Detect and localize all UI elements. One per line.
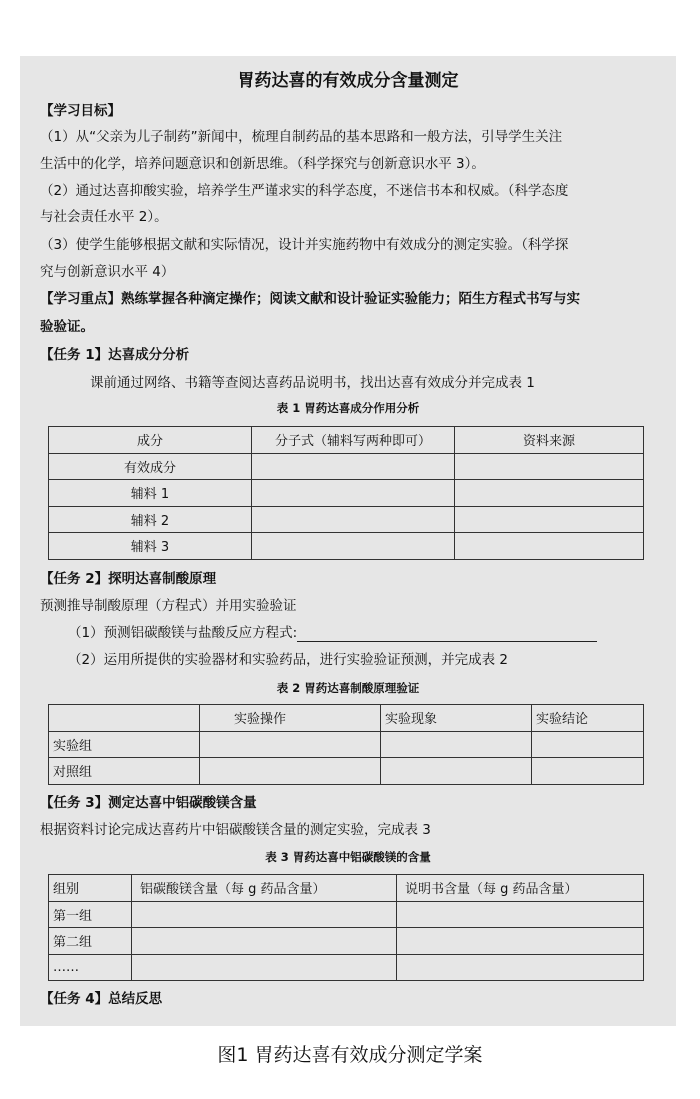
table1-cell[interactable] [252, 453, 455, 480]
key-points-line-1: 【学习重点】熟练掌握各种滴定操作；阅读文献和设计验证实验能力；陌生方程式书写与实 [40, 291, 580, 307]
table1-row-label: 辅料 1 [49, 480, 252, 507]
table2-cell[interactable] [532, 758, 644, 785]
table1-row-label: 辅料 3 [49, 533, 252, 560]
task2-intro: 预测推导制酸原理（方程式）并用实验验证 [40, 598, 297, 614]
table3-cell[interactable] [397, 954, 644, 981]
table2-cell[interactable] [381, 758, 532, 785]
table2-header [49, 705, 200, 732]
table2-cell[interactable] [532, 731, 644, 758]
table1-cell[interactable] [252, 480, 455, 507]
table2-row-label: 实验组 [49, 731, 200, 758]
key-points-line-2: 验验证。 [40, 319, 94, 335]
worksheet [20, 56, 676, 1026]
table3-header: 铝碳酸镁含量（每 g 药品含量） [132, 875, 397, 902]
table3-header: 组别 [49, 875, 132, 902]
table1-row-label: 辅料 2 [49, 506, 252, 533]
goal-3-line-2: 究与创新意识水平 4） [40, 264, 175, 280]
table3-header: 说明书含量（每 g 药品含量） [397, 875, 644, 902]
task3-heading: 【任务 3】测定达喜中铝碳酸镁含量 [40, 795, 257, 811]
table1-header: 资料来源 [455, 427, 644, 454]
table1-header: 成分 [49, 427, 252, 454]
table2-header: 实验现象 [381, 705, 532, 732]
table3-row-label: 第一组 [49, 901, 132, 928]
table1-cell[interactable] [455, 506, 644, 533]
table2-header: 实验结论 [532, 705, 644, 732]
table3-cell[interactable] [132, 954, 397, 981]
goal-2-line-1: （2）通过达喜抑酸实验，培养学生严谨求实的科学态度，不迷信书本和权威。（科学态度 [40, 183, 569, 199]
table3-caption: 表 3 胃药达喜中铝碳酸镁的含量 [265, 850, 431, 864]
goal-1-line-1: （1）从“父亲为儿子制药”新闻中，梳理自制药品的基本思路和一般方法，引导学生关注 [40, 129, 563, 145]
table3-row-label: 第二组 [49, 928, 132, 955]
table2-cell[interactable] [381, 731, 532, 758]
task2-heading: 【任务 2】探明达喜制酸原理 [40, 571, 217, 587]
table1 [48, 426, 644, 560]
page-title: 胃药达喜的有效成分含量测定 [237, 71, 459, 91]
goal-3-line-1: （3）使学生能够根据文献和实际情况，设计并实施药物中有效成分的测定实验。（科学探 [40, 237, 569, 253]
table2 [48, 704, 644, 785]
table1-row-label: 有效成分 [49, 453, 252, 480]
table1-cell[interactable] [455, 480, 644, 507]
table2-cell[interactable] [200, 758, 381, 785]
table1-cell[interactable] [252, 533, 455, 560]
table1-cell[interactable] [455, 533, 644, 560]
table3-cell[interactable] [132, 928, 397, 955]
table1-cell[interactable] [455, 453, 644, 480]
goal-2-line-2: 与社会责任水平 2）。 [40, 209, 168, 225]
table2-cell[interactable] [200, 731, 381, 758]
table1-cell[interactable] [252, 506, 455, 533]
table3-row-label: …… [49, 954, 132, 981]
table1-header: 分子式（辅料写两种即可） [252, 427, 455, 454]
figure-caption: 图1 胃药达喜有效成分测定学案 [217, 1044, 483, 1066]
task4-heading: 【任务 4】总结反思 [40, 991, 163, 1007]
table2-header: 实验操作 [200, 705, 381, 732]
task2-step2: （2）运用所提供的实验器材和实验药品，进行实验验证预测，并完成表 2 [68, 652, 508, 668]
task2-step1 [68, 624, 597, 642]
table2-row-label: 对照组 [49, 758, 200, 785]
task3-intro: 根据资料讨论完成达喜药片中铝碳酸镁含量的测定实验，完成表 3 [40, 822, 431, 838]
goal-1-line-2: 生活中的化学，培养问题意识和创新思维。（科学探究与创新意识水平 3）。 [40, 156, 485, 172]
table1-caption: 表 1 胃药达喜成分作用分析 [276, 401, 420, 415]
goals-heading: 【学习目标】 [40, 103, 121, 119]
task2-step1-text: （1）预测铝碳酸镁与盐酸反应方程式: [68, 625, 298, 641]
task1-intro: 课前通过网络、书籍等查阅达喜药品说明书，找出达喜有效成分并完成表 1 [90, 375, 535, 391]
table3 [48, 874, 644, 981]
table3-cell[interactable] [132, 901, 397, 928]
table3-cell[interactable] [397, 901, 644, 928]
task1-heading: 【任务 1】达喜成分分析 [40, 347, 190, 363]
table3-cell[interactable] [397, 928, 644, 955]
table2-caption: 表 2 胃药达喜制酸原理验证 [276, 681, 420, 695]
answer-blank[interactable] [297, 627, 597, 642]
